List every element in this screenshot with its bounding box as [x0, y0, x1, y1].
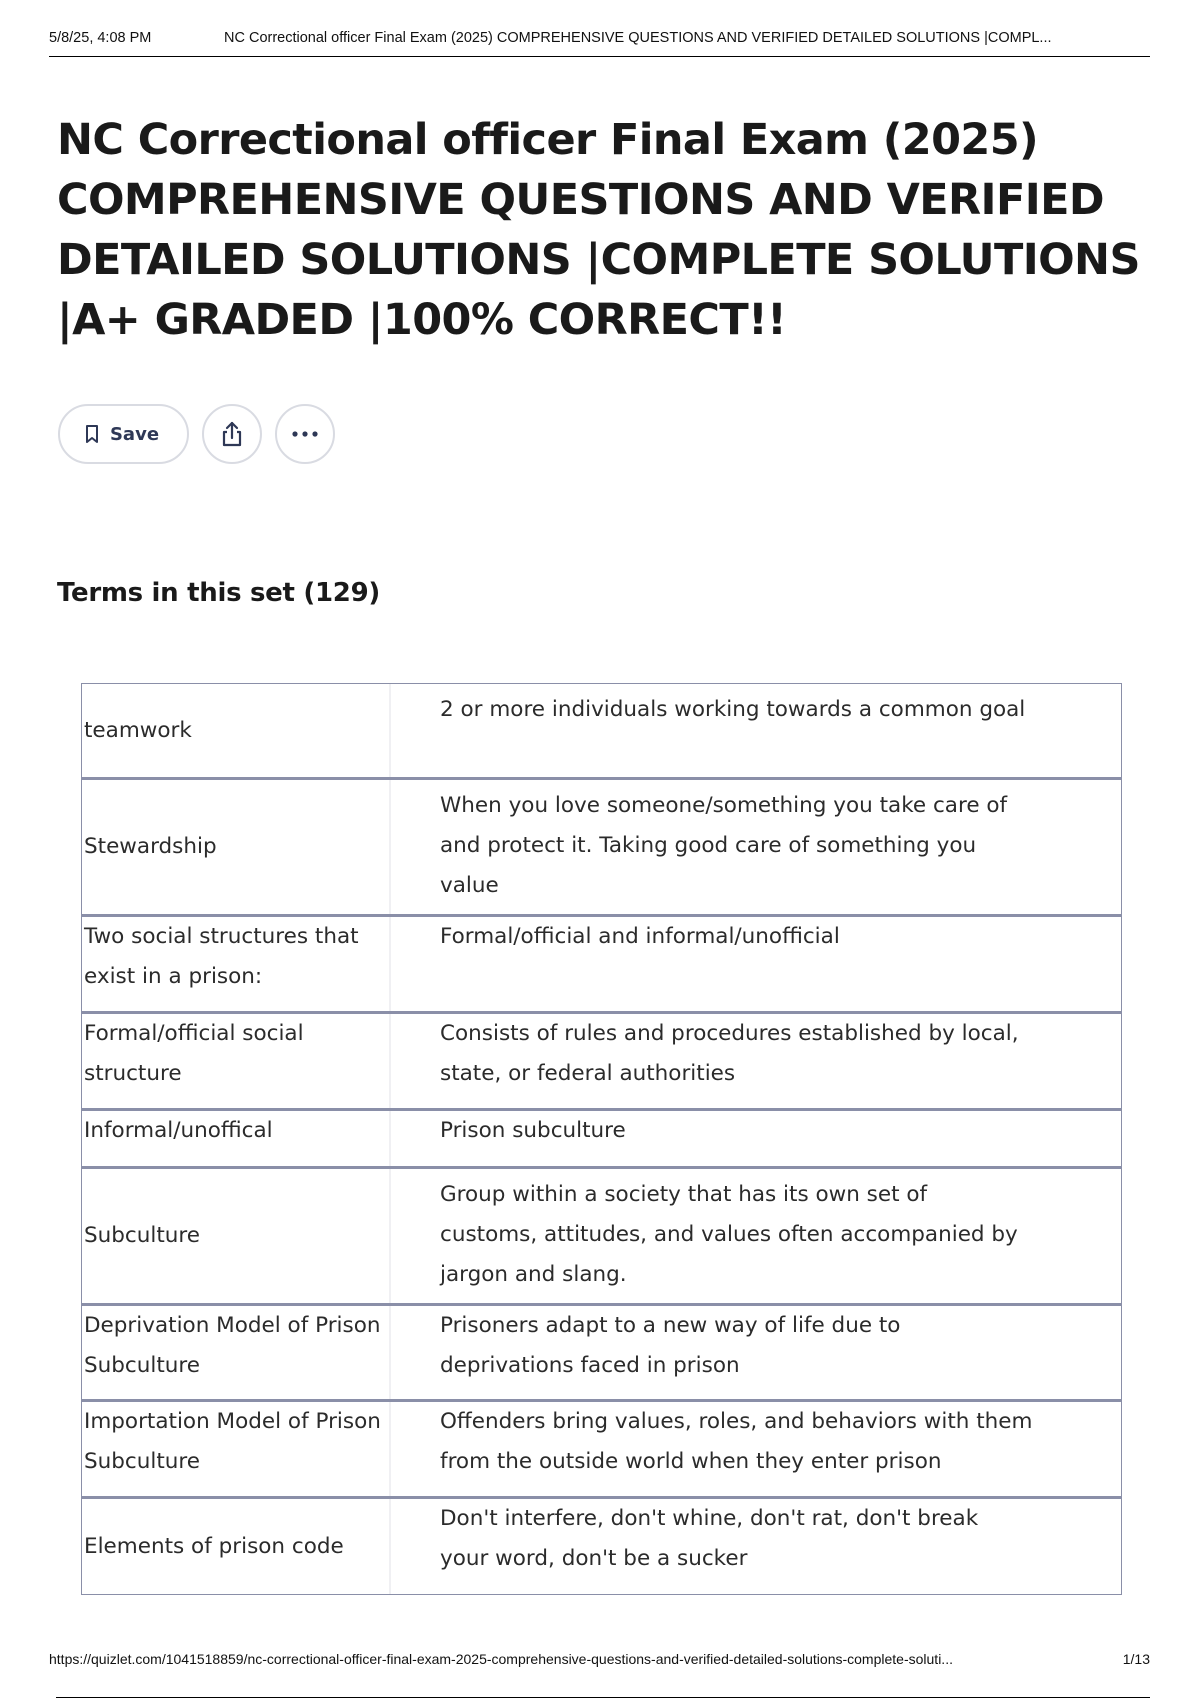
definition-text: Prison subculture — [440, 1118, 626, 1143]
page-url: https://quizlet.com/1041518859/nc-correctional-officer-final-exam-2025-comprehensive-questions-and-verified-detailed-solutions-complete-soluti... — [49, 1651, 953, 1667]
term-text: Stewardship — [82, 780, 391, 914]
save-button[interactable] — [58, 404, 189, 464]
term-row — [82, 1306, 1121, 1402]
definition-text: Don't interfere, don't whine, don't rat, don't break your word, don't be a sucker — [440, 1506, 979, 1571]
terms-heading: Terms in this set (129) — [57, 578, 380, 608]
page-title: NC Correctional officer Final Exam (2025) COMPREHENSIVE QUESTIONS AND VERIFIED DETAILED SOLUTIONS |COMPLETE SOLUTIONS |A+ GRADED |100% CORRECT!! — [57, 115, 1140, 345]
term-text: Informal/unoffical — [82, 1111, 391, 1166]
term-row — [82, 780, 1121, 917]
definition-text: Group within a society that has its own set of customs, attitudes, and values often accompanied by jargon and slang. — [440, 1182, 1018, 1287]
print-document-title: NC Correctional officer Final Exam (2025) COMPREHENSIVE QUESTIONS AND VERIFIED DETAILED SOLUTIONS |COMPL... — [224, 30, 1052, 46]
term-text: Subculture — [82, 1169, 391, 1303]
term-row — [82, 1169, 1121, 1306]
print-timestamp: 5/8/25, 4:08 PM — [49, 30, 152, 46]
term-row — [82, 1014, 1121, 1111]
definition-text: Consists of rules and procedures established by local, state, or federal authorities — [440, 1021, 1019, 1086]
share-icon — [219, 420, 245, 448]
more-options-button[interactable] — [275, 404, 335, 464]
term-row — [82, 917, 1121, 1014]
term-text: Two social structures that exist in a prison: — [82, 917, 391, 1011]
definition-text: When you love someone/something you take care of and protect it. Taking good care of something you value — [440, 793, 1008, 898]
term-row — [82, 1111, 1121, 1169]
more-icon — [291, 430, 319, 438]
term-row — [82, 684, 1121, 780]
bookmark-icon — [84, 424, 100, 444]
print-header — [49, 30, 1150, 57]
term-row — [82, 1499, 1121, 1595]
page-number: 1/13 — [1122, 1651, 1150, 1667]
definition-text: 2 or more individuals working towards a common goal — [440, 697, 1026, 722]
term-text: Elements of prison code — [82, 1499, 391, 1594]
share-button[interactable] — [202, 404, 262, 464]
term-text: teamwork — [82, 684, 391, 777]
definition-text: Prisoners adapt to a new way of life due to deprivations faced in prison — [440, 1313, 901, 1378]
definition-text: Offenders bring values, roles, and behaviors with them from the outside world when they enter prison — [440, 1409, 1033, 1474]
term-text: Importation Model of Prison Subculture — [82, 1402, 391, 1496]
terms-table — [81, 683, 1122, 1595]
term-row — [82, 1402, 1121, 1499]
term-text: Deprivation Model of Prison Subculture — [82, 1306, 391, 1399]
save-button-label: Save — [109, 423, 160, 445]
print-footer — [49, 1651, 1150, 1667]
definition-text: Formal/official and informal/unofficial — [440, 924, 840, 949]
set-actions — [58, 404, 335, 464]
term-text: Formal/official social structure — [82, 1014, 391, 1108]
footer-divider — [56, 1697, 1150, 1698]
